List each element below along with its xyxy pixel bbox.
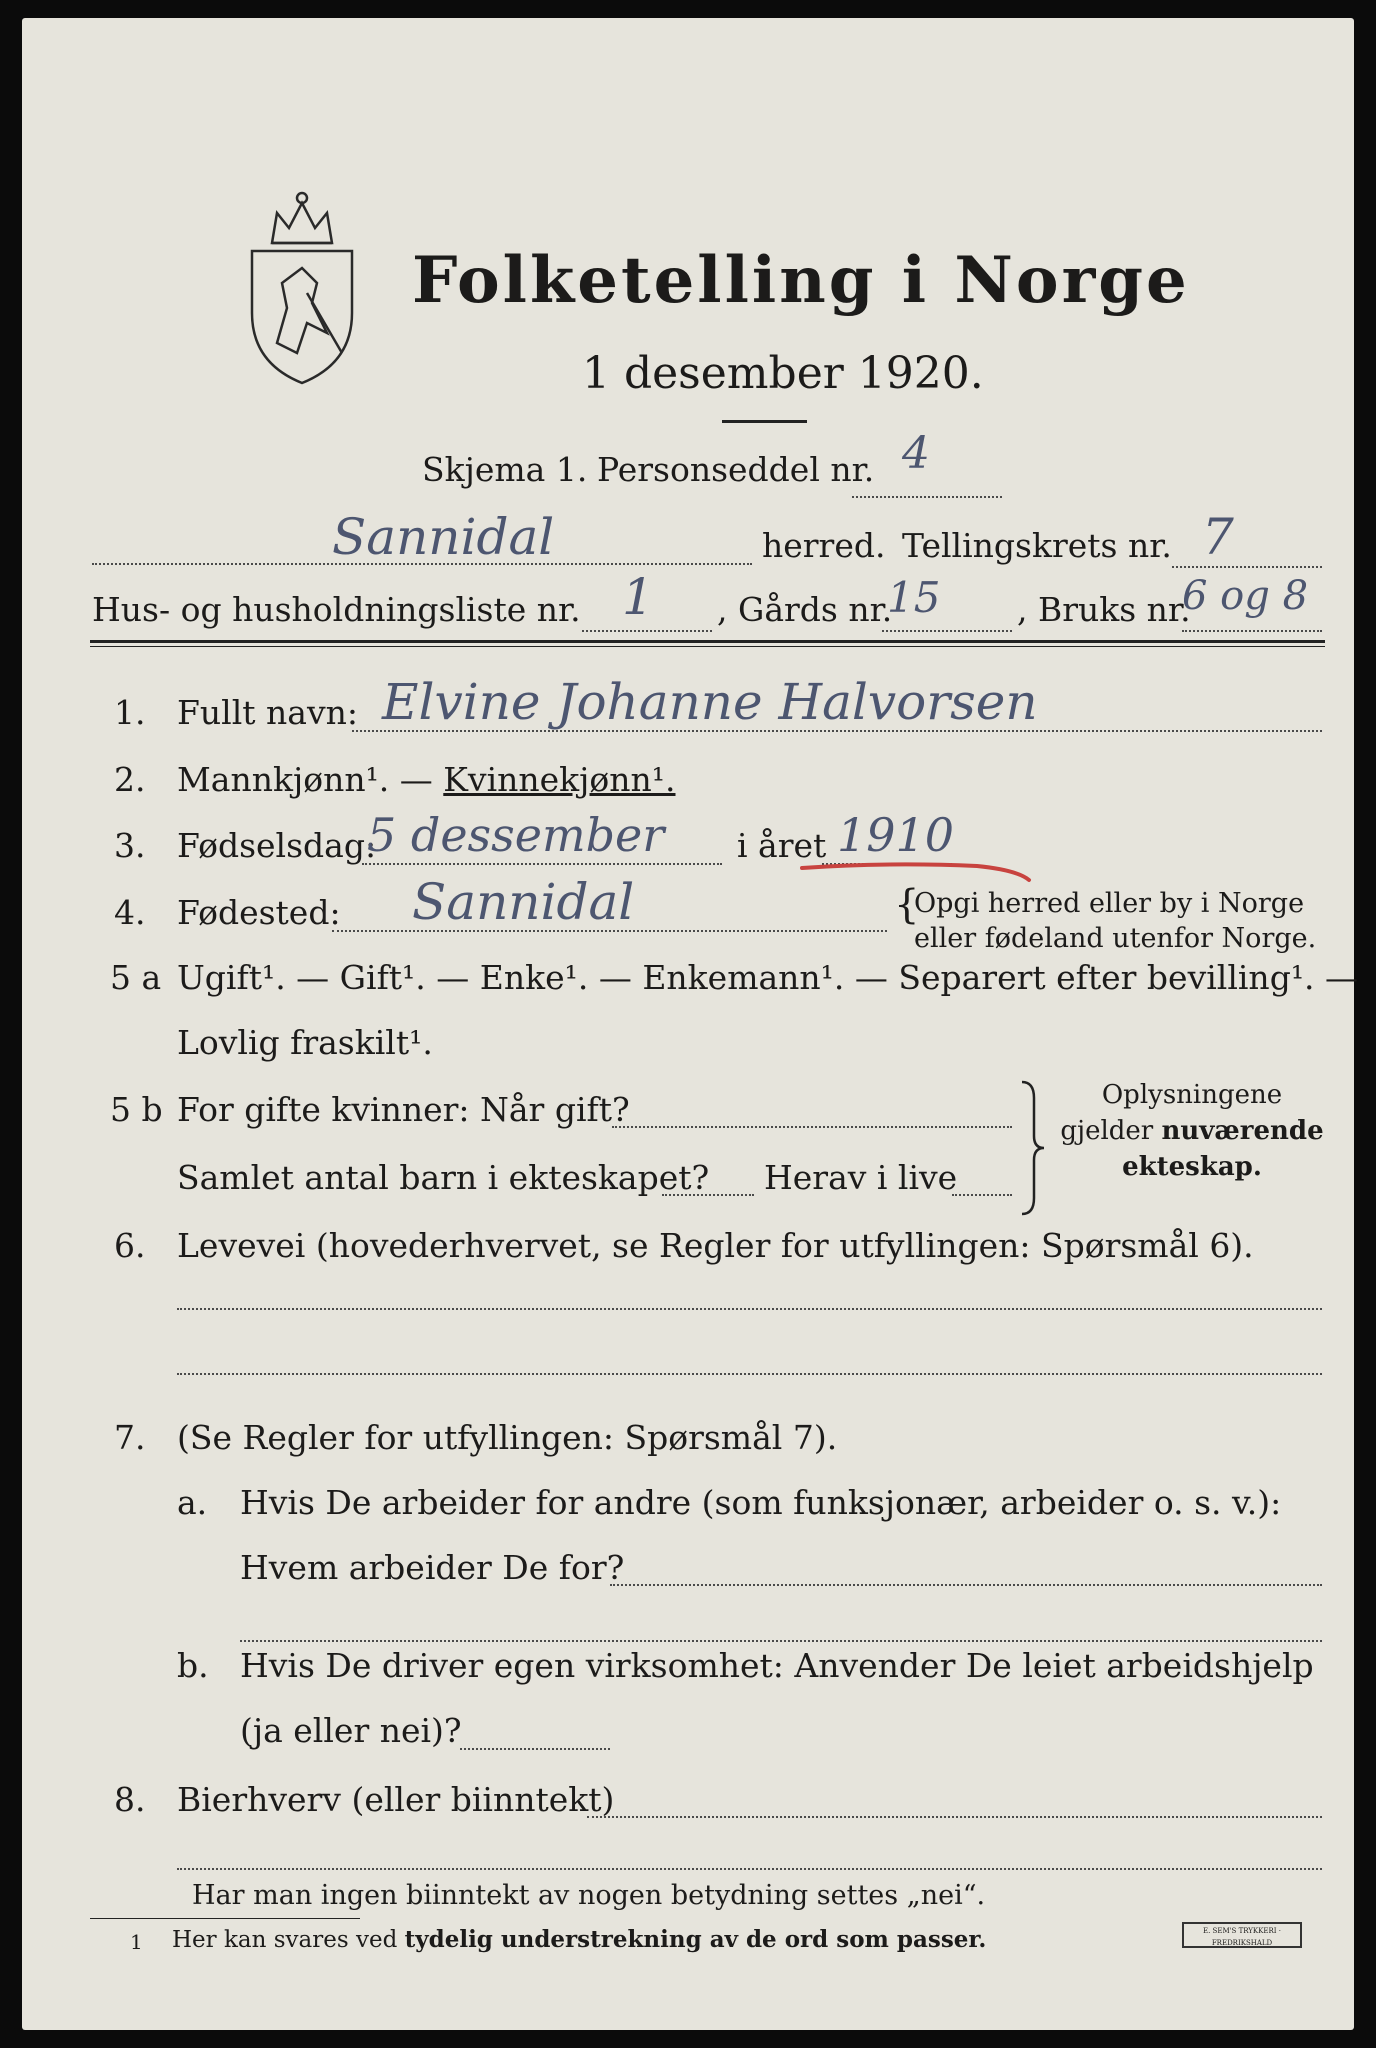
hus-value: 1 [622, 568, 654, 626]
herred-value: Sannidal [332, 508, 555, 566]
q7b-number: b. [177, 1646, 209, 1685]
q5b-alive-dots [952, 1194, 1012, 1196]
q1-value: Elvine Johanne Halvorsen [382, 673, 1038, 731]
q1-label: Fullt navn: [177, 693, 358, 732]
q5a-line2: Lovlig fraskilt¹. [177, 1023, 433, 1062]
q5b-note-line1: Oplysningene [1101, 1080, 1283, 1110]
q5b-note-line2 [1057, 1116, 1327, 1146]
gards-label: , Gårds nr. [717, 590, 893, 629]
personseddel-value: 4 [902, 428, 930, 479]
q4-label: Fødested: [177, 893, 341, 932]
q5b-children-dots [662, 1194, 754, 1196]
header-rule-bottom [90, 646, 1325, 647]
bruks-label: , Bruks nr. [1017, 590, 1191, 629]
q7-label: (Se Regler for utfyllingen: Spørsmål 7). [177, 1418, 838, 1457]
q5b-married-dots [612, 1126, 1012, 1128]
q5b-number: 5 b [110, 1090, 163, 1129]
q8-label: Bierhverv (eller biinntekt) [177, 1780, 615, 1819]
q7b-dots [460, 1748, 610, 1750]
q7b-line1: Hvis De driver egen virksomhet: Anvender De leiet arbeidshjelp [240, 1646, 1314, 1685]
q3-label: Fødselsdag: [177, 826, 377, 865]
q6-label: Levevei (hovederhvervet, se Regler for utfyllingen: Spørsmål 6). [177, 1226, 1254, 1265]
tellingskrets-dots [1172, 566, 1322, 568]
q3-number: 3. [114, 826, 146, 865]
q4-value: Sannidal [412, 873, 635, 931]
footnote-text-plain: Her kan svares ved [172, 1927, 405, 1953]
q8-dots-1 [587, 1816, 1322, 1818]
bruks-value: 6 og 8 [1182, 573, 1309, 619]
q8-number: 8. [114, 1780, 146, 1819]
printer-stamp: E. SEM'S TRYKKERI · FREDRIKSHALD [1182, 1922, 1302, 1948]
q5b-herav-label: Herav i live [764, 1158, 958, 1197]
q8-dots-2 [177, 1868, 1322, 1870]
header-rule-top [90, 640, 1325, 643]
footnote-number: 1 [130, 1930, 143, 1954]
q2-options [177, 760, 676, 799]
footnote-text-bold: tydelig understrekning av de ord som passer. [404, 1926, 987, 1953]
herred-label: herred. [762, 526, 886, 565]
q4-note-line2: eller fødeland utenfor Norge. [914, 923, 1317, 954]
q5b-note-current: nuværende [1161, 1116, 1324, 1146]
footnote-rule [90, 1918, 360, 1919]
q6-number: 6. [114, 1226, 146, 1265]
q2-number: 2. [114, 760, 146, 799]
biinntekt-note: Har man ingen biinntekt av nogen betydning settes „nei“. [192, 1880, 986, 1911]
census-form-sheet [22, 18, 1359, 2030]
q4-number: 4. [114, 893, 146, 932]
q7a-line1: Hvis De arbeider for andre (som funksjonær, arbeider o. s. v.): [240, 1483, 1282, 1522]
q7a-dots-1 [610, 1584, 1322, 1586]
q7b-line2: (ja eller nei)? [240, 1711, 462, 1750]
coat-of-arms-icon [247, 183, 357, 393]
bruks-dots [1182, 630, 1322, 632]
q7a-line2: Hvem arbeider De for? [240, 1548, 625, 1587]
q3-year-label: i året [737, 826, 827, 865]
hus-label: Hus- og husholdningsliste nr. [92, 590, 581, 629]
form-title: Folketelling i Norge [412, 243, 1190, 318]
q5b-line2: Samlet antal barn i ekteskapet? [177, 1158, 710, 1197]
tellingskrets-value: 7 [1202, 508, 1234, 566]
q3-value: 5 dessember [367, 808, 665, 862]
gards-value: 15 [887, 573, 941, 622]
q3-date-dots [362, 863, 722, 865]
q4-brace: { [894, 882, 920, 928]
title-separator [722, 420, 807, 423]
skjema-label: Skjema 1. [422, 450, 588, 489]
tellingskrets-label: Tellingskrets nr. [902, 526, 1172, 565]
gards-dots [882, 630, 1012, 632]
personseddel-label: Personseddel nr. [597, 450, 875, 489]
q5b-line1: For gifte kvinner: Når gift? [177, 1090, 630, 1129]
q7a-number: a. [177, 1483, 208, 1522]
q5b-note-gjelder: gjelder [1060, 1116, 1162, 1146]
q4-note-line1: Opgi herred eller by i Norge [914, 888, 1305, 919]
q5a-number: 5 a [110, 958, 162, 997]
personseddel-dots [852, 496, 1002, 498]
q5b-note-line3: ekteskap. [1122, 1152, 1262, 1182]
q7a-dots-2 [240, 1640, 1322, 1642]
q2-kvinne[interactable]: Kvinnekjønn¹. [443, 760, 676, 799]
q2-mann[interactable]: Mannkjønn¹. [177, 760, 390, 799]
form-date: 1 desember 1920. [582, 348, 984, 399]
q6-dots-1 [177, 1308, 1322, 1310]
q7-number: 7. [114, 1418, 146, 1457]
footnote-text [172, 1926, 986, 1953]
q2-dash: — [389, 760, 444, 799]
q3-year-value: 1910 [837, 808, 955, 862]
q5b-brace [1018, 1078, 1048, 1218]
hus-dots [582, 630, 712, 632]
q6-dots-2 [177, 1373, 1322, 1375]
q5a-line1: Ugift¹. — Gift¹. — Enke¹. — Enkemann¹. — Separert efter bevilling¹. — [177, 958, 1359, 997]
q1-number: 1. [114, 693, 146, 732]
